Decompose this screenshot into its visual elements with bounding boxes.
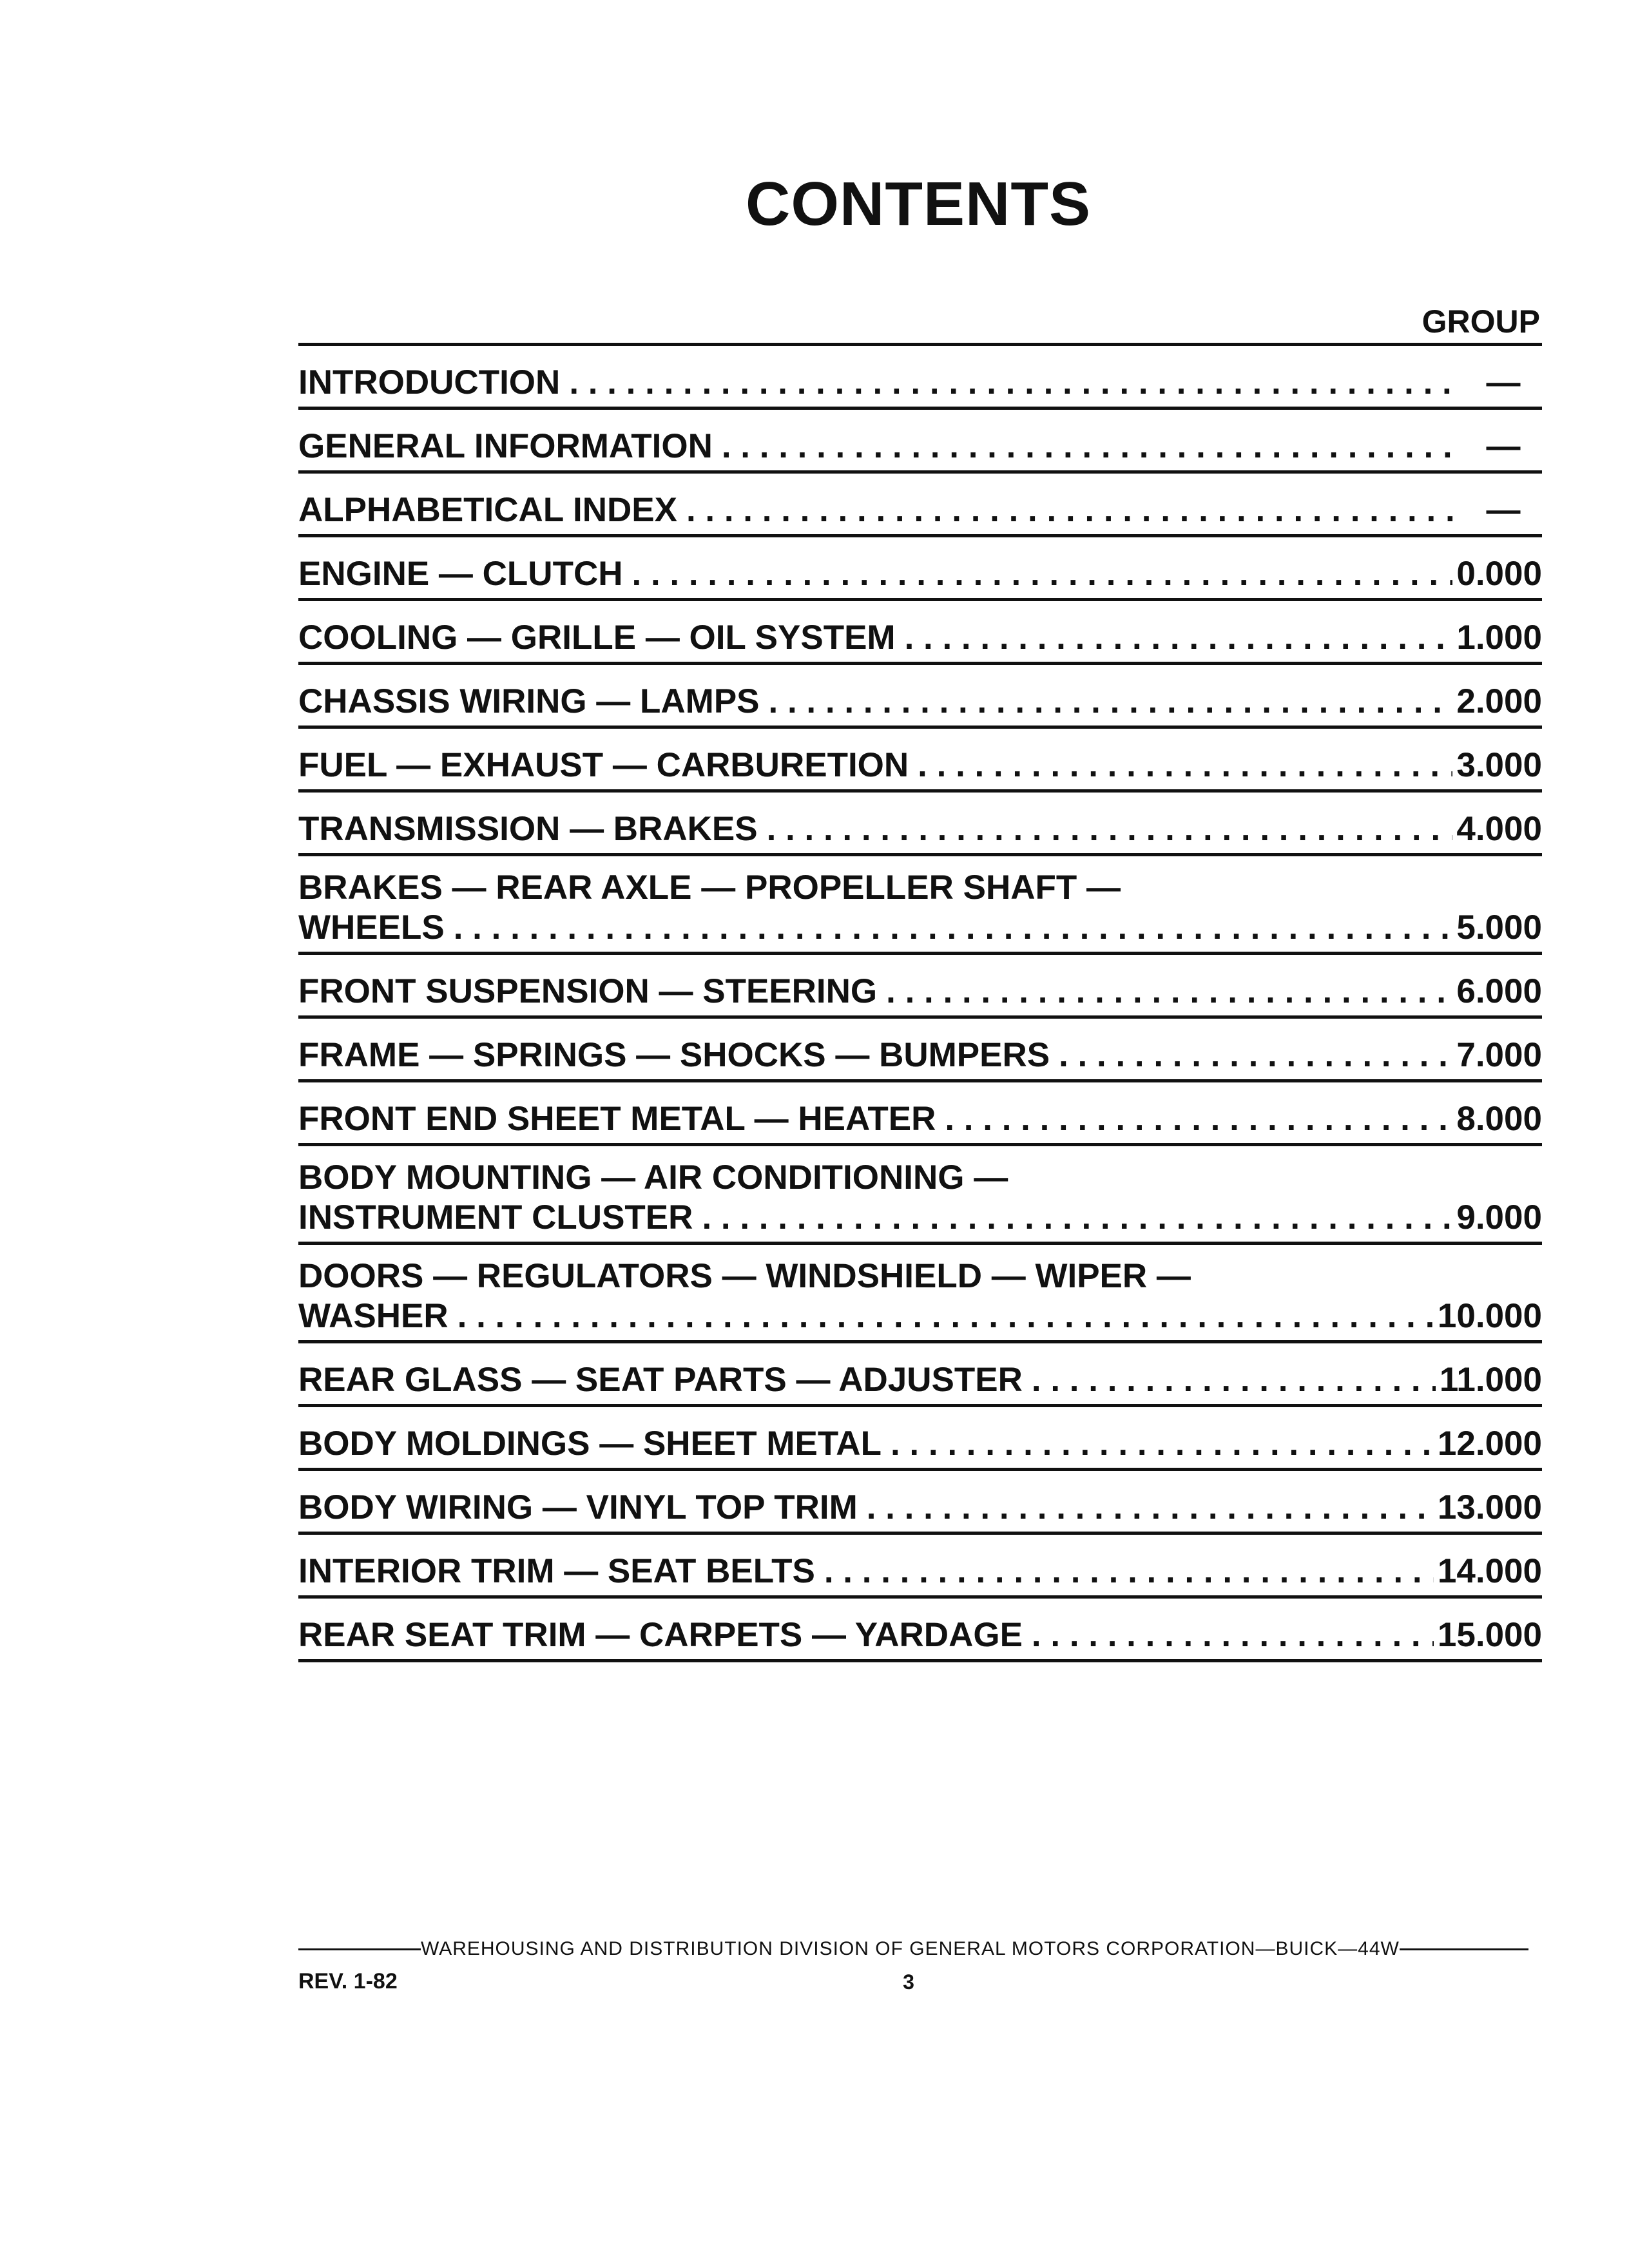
toc-group-number: 5.000	[1456, 908, 1542, 947]
toc-entry-line	[298, 1296, 1542, 1336]
dot-leader	[1032, 1360, 1436, 1400]
dot-leader	[891, 1424, 1434, 1464]
toc-entry-line	[298, 618, 1542, 658]
toc-entry-line	[298, 1360, 1542, 1400]
footer-rule-left	[298, 1948, 421, 1950]
toc-entry-line	[298, 745, 1542, 785]
toc-entry-line	[298, 1099, 1542, 1139]
toc-entry-line	[298, 490, 1542, 530]
dot-leader	[454, 908, 1453, 948]
toc-row	[298, 729, 1542, 793]
toc-group-number: 6.000	[1456, 972, 1542, 1010]
toc-entry-label: FRONT SUSPENSION — STEERING	[298, 972, 878, 1010]
toc-row	[298, 665, 1542, 729]
toc-entry-line	[298, 1615, 1542, 1655]
dot-leader	[905, 618, 1453, 658]
dot-leader	[686, 490, 1461, 530]
dot-leader	[824, 1552, 1434, 1591]
toc-group-number: 13.000	[1437, 1488, 1542, 1526]
toc-entry-label-line: BODY MOUNTING — AIR CONDITIONING —	[298, 1158, 1008, 1196]
dot-leader	[886, 972, 1452, 1012]
toc-entry-label-line: DOORS — REGULATORS — WINDSHIELD — WIPER —	[298, 1257, 1191, 1295]
toc-entry-label: GENERAL INFORMATION	[298, 427, 713, 465]
toc-group-number: —	[1486, 491, 1521, 529]
toc-row	[298, 793, 1542, 856]
toc-row	[298, 537, 1542, 601]
toc-group-number: 7.000	[1456, 1036, 1542, 1074]
toc-entry-label: ALPHABETICAL INDEX	[298, 491, 677, 529]
toc-entry-line	[298, 1198, 1542, 1238]
footer-rule-right	[1400, 1948, 1528, 1950]
toc-group-number: —	[1486, 363, 1521, 401]
toc-group-number: 0.000	[1456, 555, 1542, 593]
dot-leader	[867, 1488, 1434, 1528]
group-column-header: GROUP	[1422, 303, 1540, 340]
toc-entry-label-line: BRAKES — REAR AXLE — PROPELLER SHAFT —	[298, 869, 1121, 907]
toc-entry-line	[298, 554, 1542, 594]
toc-entry-label: WASHER	[298, 1297, 448, 1335]
toc-entry-label: FRONT END SHEET METAL — HEATER	[298, 1100, 936, 1138]
toc-entry-label: TRANSMISSION — BRAKES	[298, 810, 758, 848]
toc-entry-label: INSTRUMENT CLUSTER	[298, 1198, 693, 1236]
toc-row	[298, 1471, 1542, 1535]
footer-publisher-text: WAREHOUSING AND DISTRIBUTION DIVISION OF GENERAL MOTORS CORPORATION—BUICK—44W	[421, 1938, 1400, 1959]
toc-entry-label: BODY MOLDINGS — SHEET METAL	[298, 1425, 882, 1463]
toc-entry-line	[298, 908, 1542, 948]
toc-group-number: 11.000	[1439, 1361, 1542, 1399]
toc-entry-line	[298, 1488, 1542, 1528]
toc-group-number: 10.000	[1437, 1297, 1542, 1335]
dot-leader	[632, 554, 1453, 594]
toc-group-number: 3.000	[1456, 746, 1542, 784]
dot-leader	[767, 809, 1453, 849]
toc-group-number: 14.000	[1437, 1552, 1542, 1590]
toc-group-number: —	[1486, 427, 1521, 465]
toc-group-number: 2.000	[1456, 682, 1542, 720]
toc-entry-label: WHEELS	[298, 908, 445, 947]
revision-label: REV. 1-82	[298, 1969, 398, 1994]
toc-entry-line	[298, 1552, 1542, 1591]
dot-leader	[1059, 1035, 1452, 1075]
toc-group-number: 8.000	[1456, 1100, 1542, 1138]
page-title: CONTENTS	[746, 169, 1091, 238]
toc-row	[298, 1599, 1542, 1662]
toc-entry-label: BODY WIRING — VINYL TOP TRIM	[298, 1488, 858, 1526]
toc-group-number: 1.000	[1456, 619, 1542, 657]
toc-row	[298, 346, 1542, 410]
toc-entry-label: REAR GLASS — SEAT PARTS — ADJUSTER	[298, 1361, 1023, 1399]
footer-publisher-line	[298, 1938, 1542, 1960]
toc-entry-line	[298, 1035, 1542, 1075]
dot-leader	[458, 1296, 1434, 1336]
dot-leader	[569, 363, 1461, 403]
dot-leader	[722, 427, 1461, 466]
toc-entry-label: FRAME — SPRINGS — SHOCKS — BUMPERS	[298, 1036, 1050, 1074]
dot-leader	[1032, 1615, 1434, 1655]
toc-entry-line	[298, 809, 1542, 849]
dot-leader	[918, 745, 1452, 785]
toc-row	[298, 955, 1542, 1019]
toc-row	[298, 1407, 1542, 1471]
toc-entry-line	[298, 363, 1542, 403]
toc-row	[298, 1535, 1542, 1599]
dot-leader	[945, 1099, 1452, 1139]
toc-group-number: 4.000	[1456, 810, 1542, 848]
toc-row	[298, 474, 1542, 537]
toc-entry-line	[298, 1424, 1542, 1464]
dot-leader	[702, 1198, 1452, 1238]
toc-entry-label: ENGINE — CLUTCH	[298, 555, 623, 593]
toc-group-number: 9.000	[1456, 1198, 1542, 1236]
toc-row	[298, 1245, 1542, 1343]
toc-row	[298, 601, 1542, 665]
toc-entry-label: REAR SEAT TRIM — CARPETS — YARDAGE	[298, 1616, 1023, 1654]
toc-row	[298, 856, 1542, 955]
toc-entry-label: INTERIOR TRIM — SEAT BELTS	[298, 1552, 815, 1590]
toc-row	[298, 1146, 1542, 1245]
toc-group-number: 12.000	[1437, 1425, 1542, 1463]
toc-entry-label: INTRODUCTION	[298, 363, 561, 401]
toc-entry-label: CHASSIS WIRING — LAMPS	[298, 682, 760, 720]
toc-row	[298, 1343, 1542, 1407]
toc-entry-line	[298, 682, 1542, 722]
toc-entry-label: FUEL — EXHAUST — CARBURETION	[298, 746, 909, 784]
toc-entry-line	[298, 972, 1542, 1012]
contents-table	[298, 343, 1542, 1662]
toc-entry-line	[298, 427, 1542, 466]
toc-row	[298, 410, 1542, 474]
toc-group-number: 15.000	[1437, 1616, 1542, 1654]
toc-row	[298, 1019, 1542, 1082]
toc-row	[298, 1082, 1542, 1146]
page-number: 3	[903, 1970, 914, 1994]
dot-leader	[769, 682, 1453, 722]
toc-entry-label: COOLING — GRILLE — OIL SYSTEM	[298, 619, 896, 657]
